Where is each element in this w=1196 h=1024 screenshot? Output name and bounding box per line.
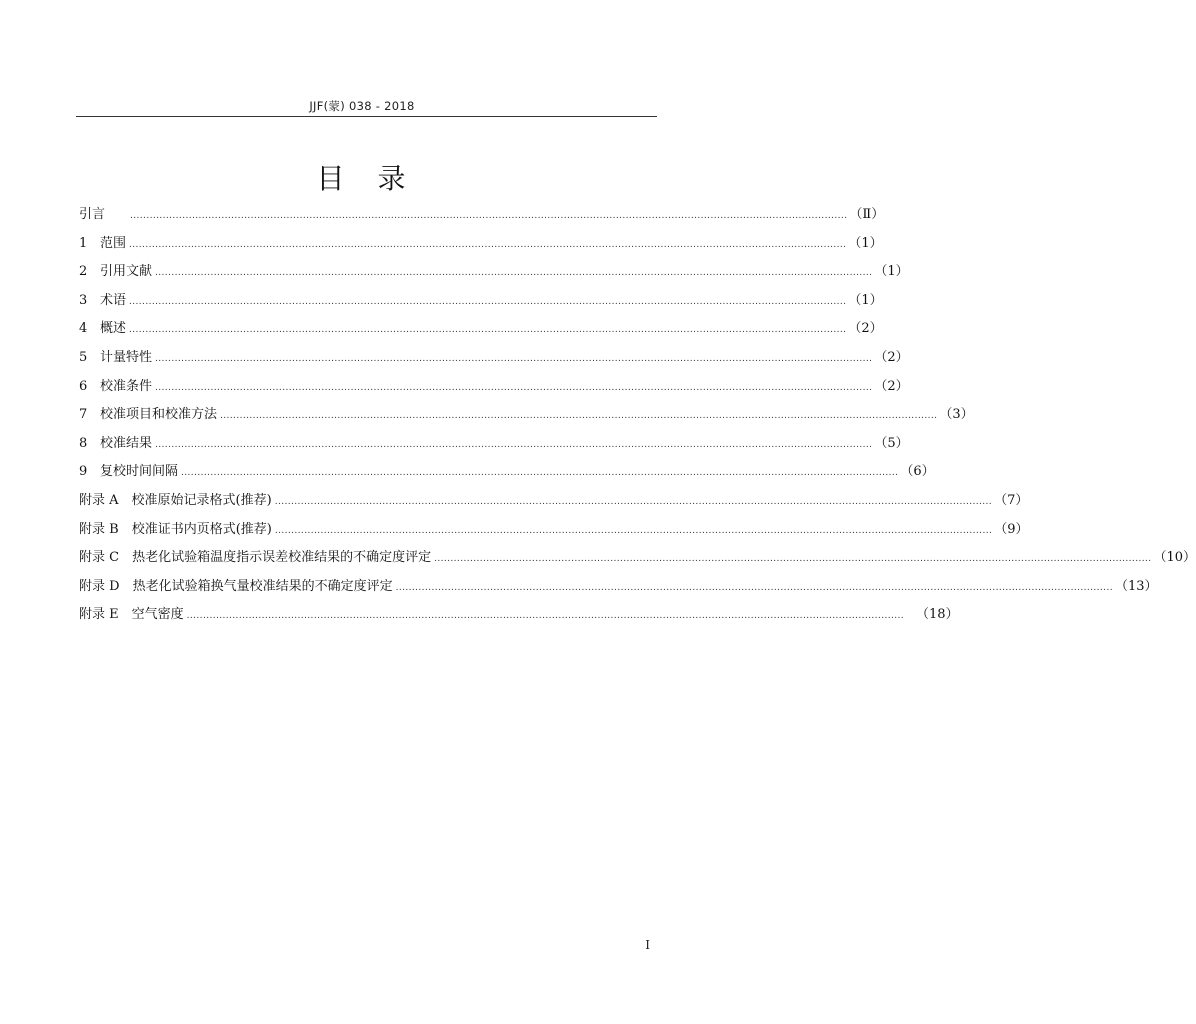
toc-entry-title: 校准项目和校准方法 xyxy=(100,407,218,423)
toc-entry-title: 校准条件 xyxy=(100,378,153,394)
toc-entry-number: 附录 B xyxy=(79,521,119,537)
toc-entry-title: 校准原始记录格式(推荐) xyxy=(131,492,272,508)
table-of-contents xyxy=(79,201,1196,630)
toc-entry-title: 引言 xyxy=(79,207,106,222)
toc-entry-page: （2） xyxy=(848,321,883,337)
toc-entry-page: （3） xyxy=(939,407,974,423)
toc-entry-number: 4 xyxy=(79,321,88,337)
toc-entry-page: （5） xyxy=(874,435,909,451)
toc-entry-9[interactable] xyxy=(79,458,935,487)
toc-entry-appendix-b[interactable] xyxy=(79,516,1029,545)
toc-entry-page: （9） xyxy=(994,521,1029,537)
toc-leader: ............................................................................................................................................................................................................................ xyxy=(181,468,899,479)
header-divider xyxy=(76,116,657,117)
toc-leader: ............................................................................................................................................................................................................................ xyxy=(129,296,847,307)
toc-leader: ............................................................................................................................................................................................................................ xyxy=(220,411,938,422)
toc-entry-page: （1） xyxy=(848,235,883,251)
toc-entry-page: （1） xyxy=(848,292,883,308)
toc-leader: ............................................................................................................................................................................................................................ xyxy=(129,325,847,336)
toc-entry-page: （Ⅱ） xyxy=(849,207,885,222)
toc-entry-title: 热老化试验箱换气量校准结果的不确定度评定 xyxy=(132,578,393,594)
toc-entry-8[interactable] xyxy=(79,430,909,459)
toc-entry-number: 8 xyxy=(79,435,88,451)
toc-entry-number: 7 xyxy=(79,407,88,423)
toc-entry-title: 复校时间间隔 xyxy=(100,464,179,480)
toc-entry-page: （7） xyxy=(994,492,1029,508)
toc-entry-intro[interactable] xyxy=(79,201,885,230)
toc-entry-number: 附录 E xyxy=(79,607,119,623)
toc-entry-number: 附录 A xyxy=(79,492,119,508)
toc-entry-3[interactable] xyxy=(79,287,883,316)
toc-entry-title: 概述 xyxy=(100,321,127,337)
toc-entry-number: 3 xyxy=(79,292,88,308)
toc-entry-appendix-d[interactable] xyxy=(79,573,1158,602)
standard-code-header: JJF(蒙) 038 - 2018 xyxy=(309,99,415,113)
toc-entry-appendix-c[interactable] xyxy=(79,544,1196,573)
toc-entry-page: （10） xyxy=(1153,550,1196,566)
toc-entry-title: 范围 xyxy=(100,235,127,251)
toc-leader: ............................................................................................................................................................................................................................ xyxy=(274,525,993,536)
toc-entry-number: 1 xyxy=(79,235,88,251)
toc-entry-6[interactable] xyxy=(79,373,909,402)
toc-entry-title: 引用文献 xyxy=(100,264,153,280)
toc-leader: ............................................................................................................................................................................................................................ xyxy=(274,496,993,507)
toc-entry-number: 6 xyxy=(79,378,88,394)
toc-entry-number: 附录 D xyxy=(79,578,120,594)
toc-entry-title: 术语 xyxy=(100,292,127,308)
toc-entry-number: 附录 C xyxy=(79,550,120,566)
toc-entry-number: 2 xyxy=(79,264,88,280)
toc-entry-title: 校准证书内页格式(推荐) xyxy=(131,521,272,537)
toc-leader: ............................................................................................................................................................................................................................ xyxy=(129,239,847,250)
toc-entry-number: 9 xyxy=(79,464,88,480)
toc-leader: ............................................................................................................................................................................................................................ xyxy=(155,382,873,393)
toc-entry-7[interactable] xyxy=(79,401,974,430)
toc-entry-appendix-a[interactable] xyxy=(79,487,1029,516)
toc-entry-title: 校准结果 xyxy=(100,435,153,451)
toc-entry-page: （6） xyxy=(900,464,935,480)
toc-leader: ............................................................................................................................................................................................................................ xyxy=(395,582,1113,593)
toc-entry-5[interactable] xyxy=(79,344,909,373)
toc-entry-title: 热老化试验箱温度指示误差校准结果的不确定度评定 xyxy=(132,550,432,566)
toc-leader: ............................................................................................................................................................................................................................ xyxy=(434,554,1152,565)
toc-entry-4[interactable] xyxy=(79,315,883,344)
toc-entry-page: （2） xyxy=(874,378,909,394)
toc-entry-appendix-e[interactable] xyxy=(79,601,959,630)
toc-entry-page: （1） xyxy=(874,264,909,280)
toc-entry-title: 计量特性 xyxy=(100,349,153,365)
toc-entry-title: 空气密度 xyxy=(131,607,184,623)
toc-entry-number: 5 xyxy=(79,349,88,365)
page-number: I xyxy=(645,938,650,952)
page-title: 目 录 xyxy=(316,162,418,195)
toc-leader: ............................................................................................................................................................................................................................ xyxy=(186,611,905,622)
toc-leader: ............................................................................................................................................................................................................................ xyxy=(155,439,873,450)
toc-entry-page: （2） xyxy=(874,349,909,365)
toc-leader: ............................................................................................................................................................................................................................ xyxy=(155,353,873,364)
toc-entry-page: （18） xyxy=(916,607,959,623)
toc-leader: ............................................................................................................................................................................................................................ xyxy=(130,211,848,221)
toc-leader: ............................................................................................................................................................................................................................ xyxy=(155,268,873,279)
toc-entry-1[interactable] xyxy=(79,230,883,259)
toc-entry-2[interactable] xyxy=(79,258,909,287)
toc-entry-page: （13） xyxy=(1114,578,1158,594)
